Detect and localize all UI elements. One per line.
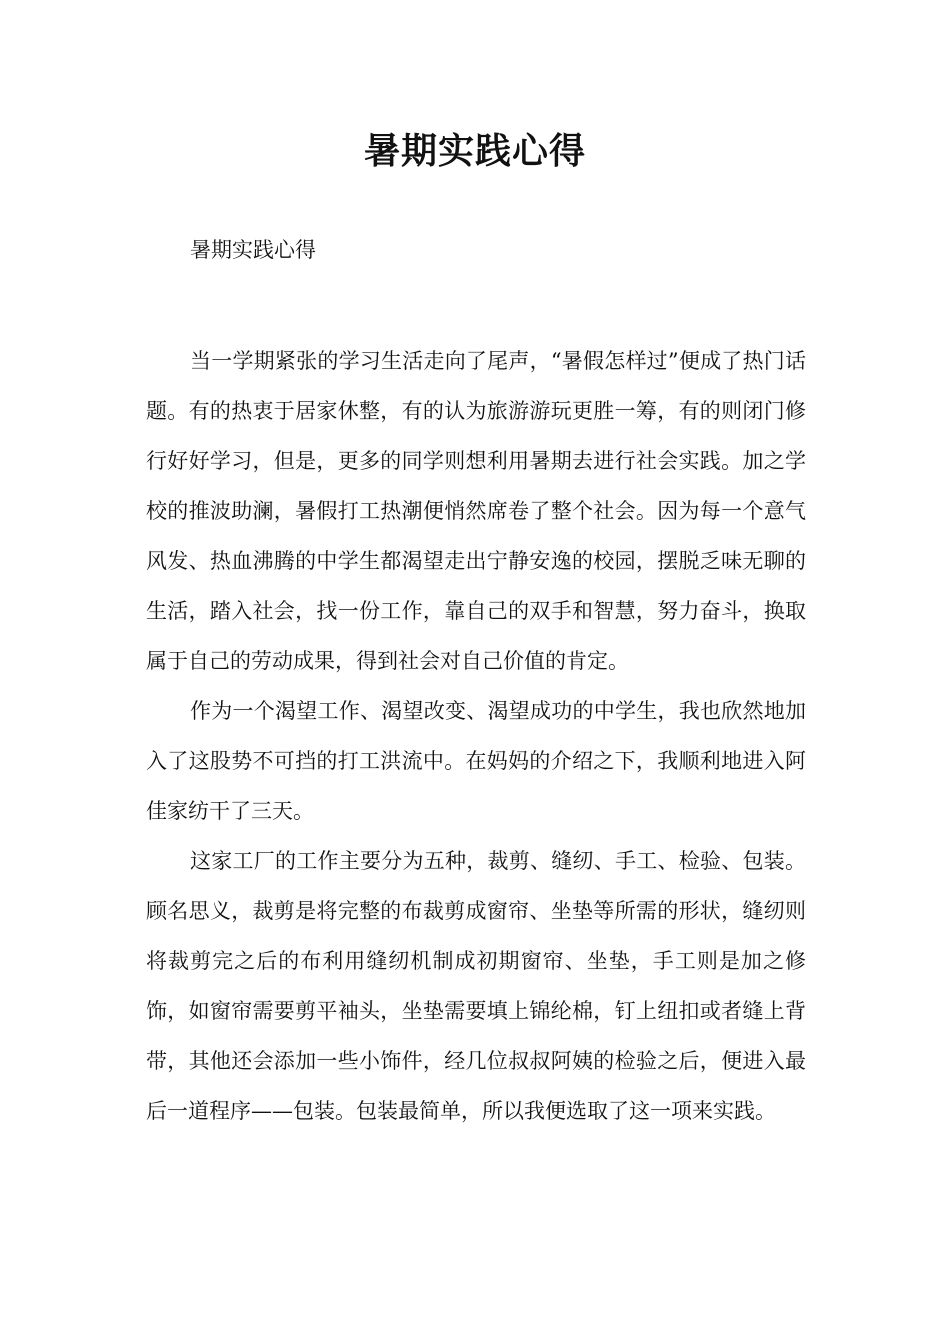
document-subtitle: 暑期实践心得 — [190, 238, 316, 262]
paragraph-3: 这家工厂的工作主要分为五种，裁剪、缝纫、手工、检验、包装。顾名思义，裁剪是将完整的布裁剪成窗帘、坐垫等所需的形状，缝纫则将裁剪完之后的布利用缝纫机制成初期窗帘、坐垫，手工则是加之修饰，如窗帘需要剪平袖头，坐垫需要填上锦纶棉，钉上纽扣或者缝上背带，其他还会添加一些小饰件，经几位叔叔阿姨的检验之后，便进入最后一道程序——包装。包装最简单，所以我便选取了这一项来实践。 — [146, 849, 806, 1123]
paragraph-2: 作为一个渴望工作、渴望改变、渴望成功的中学生，我也欣然地加入了这股势不可挡的打工洪流中。在妈妈的介绍之下，我顺利地进入阿佳家纺干了三天。 — [146, 699, 806, 823]
document-body — [146, 336, 806, 1136]
document-title: 暑期实践心得 — [363, 131, 586, 172]
paragraph-1: 当一学期紧张的学习生活走向了尾声，“暑假怎样过”便成了热门话题。有的热衷于居家休整，有的认为旅游游玩更胜一筹，有的则闭门修行好好学习，但是，更多的同学则想利用暑期去进行社会实践。加之学校的推波助澜，暑假打工热潮便悄然席卷了整个社会。因为每一个意气风发、热血沸腾的中学生都渴望走出宁静安逸的校园，摆脱乏味无聊的生活，踏入社会，找一份工作，靠自己的双手和智慧，努力奋斗，换取属于自己的劳动成果，得到社会对自己价值的肯定。 — [146, 349, 806, 673]
